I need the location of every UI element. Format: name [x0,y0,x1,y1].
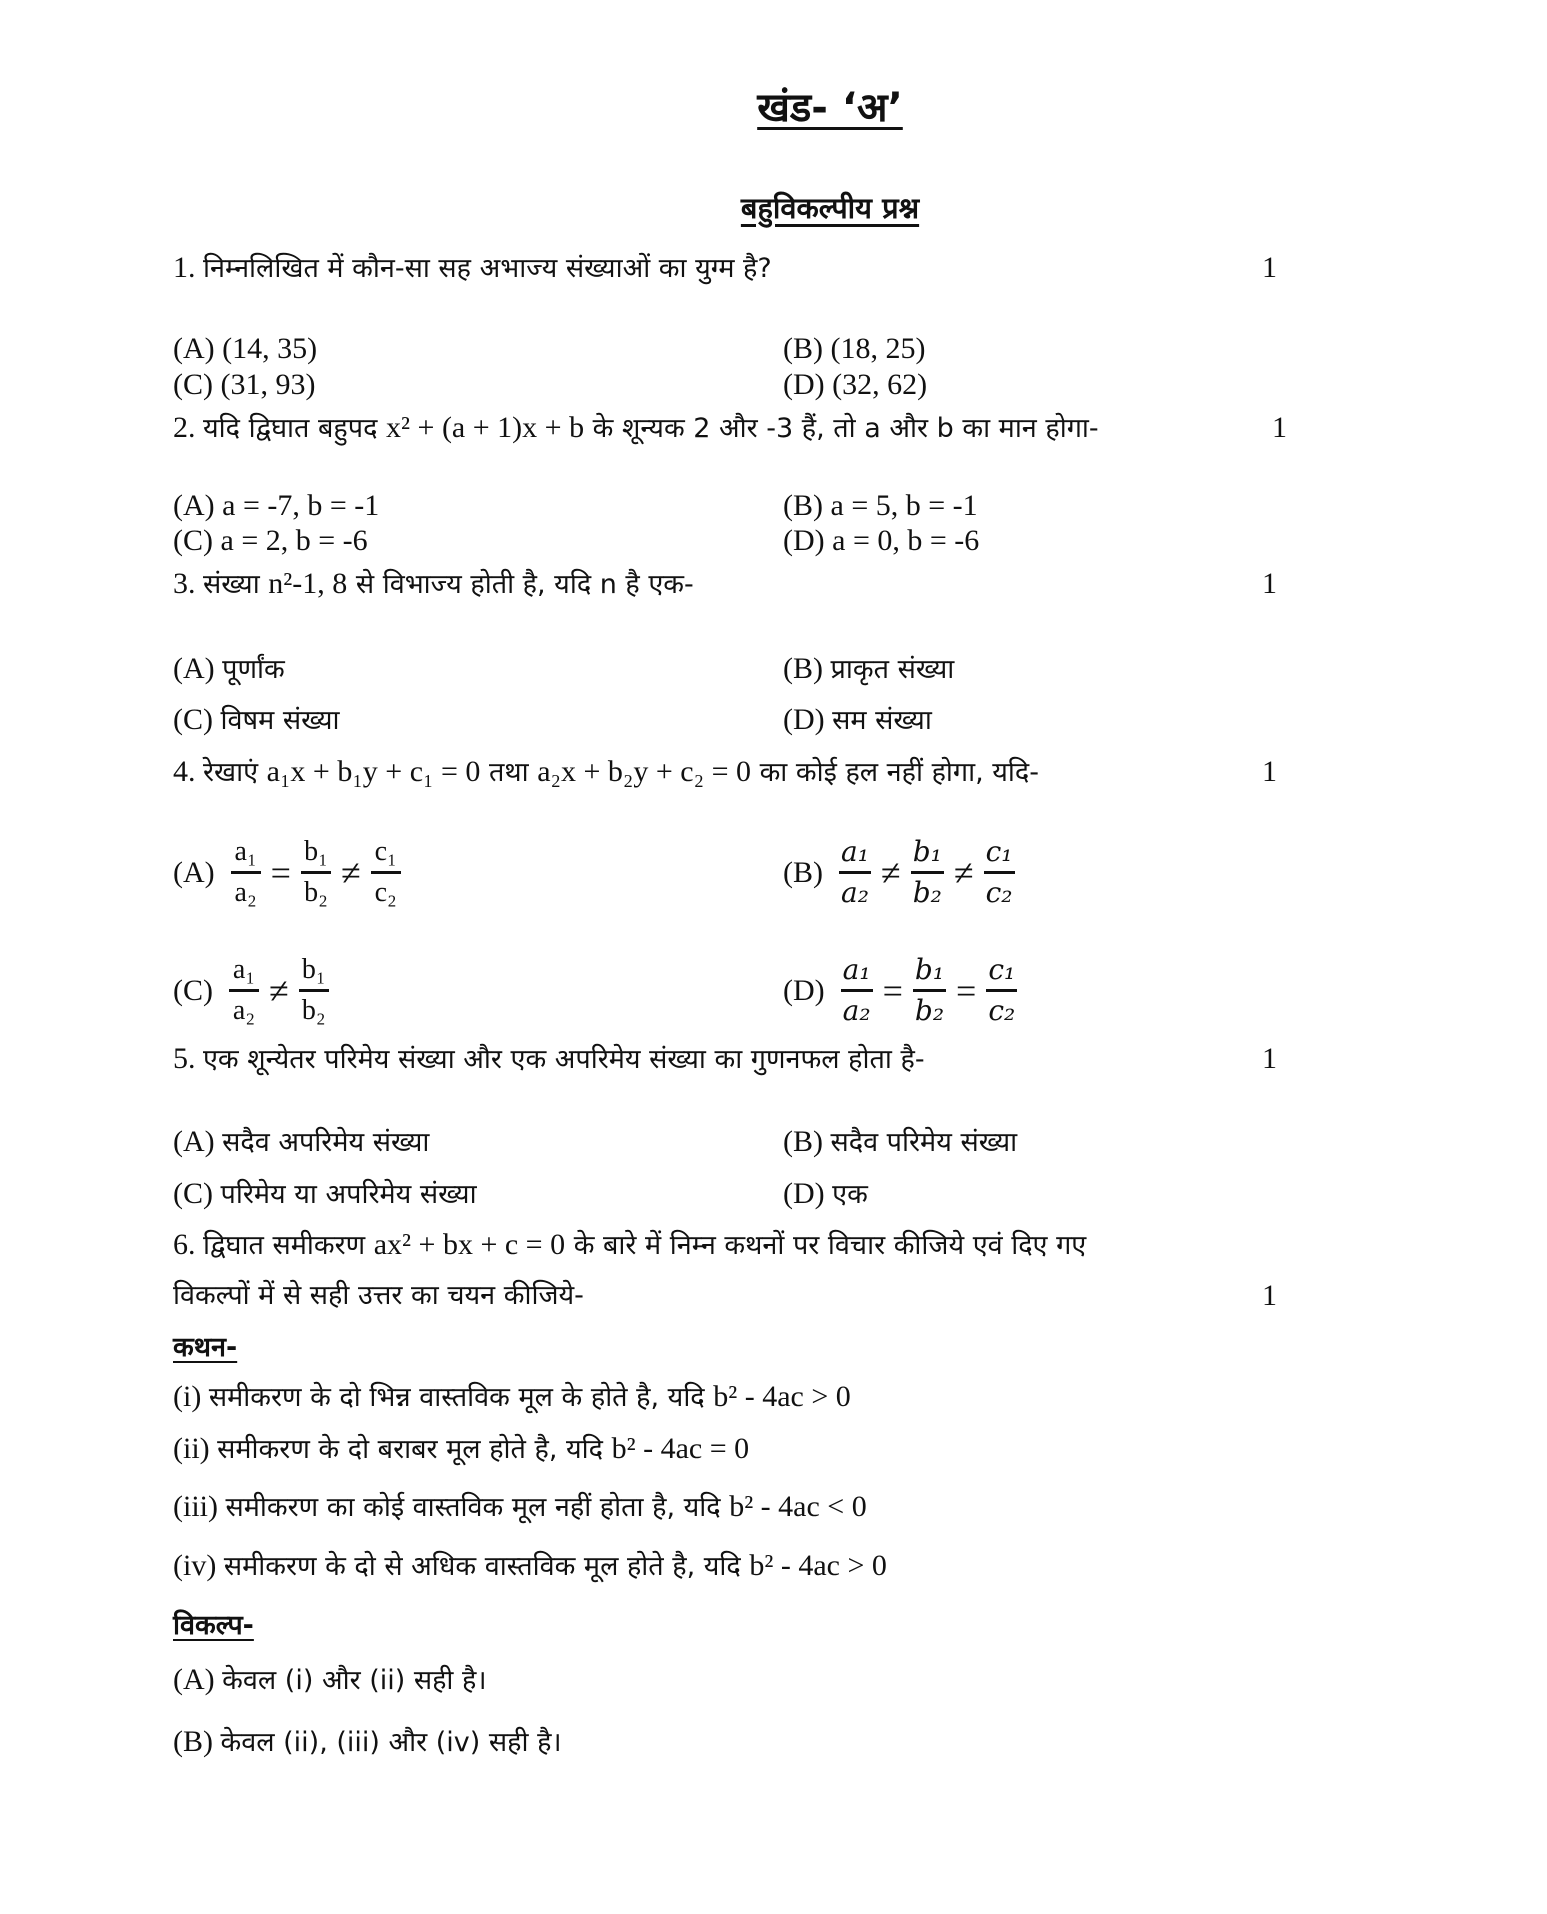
option-5b: (B) सदैव परिमेय संख्या [783,1125,1018,1158]
question-5-marks: 1 [1262,1042,1277,1075]
question-3 [173,566,694,603]
option-1a: (A) (14, 35) [173,332,318,365]
option-2a: (A) a = -7, b = -1 [173,489,380,522]
question-number: 4. [173,755,196,788]
option-3b: (B) प्राकृत संख्या [783,652,955,685]
polynomial-expression: x² + (a + 1)x + b [386,411,585,444]
question-text: द्विघात समीकरण [203,1230,374,1261]
section-title: खंड- ‘अ’ [757,85,903,131]
choices-label: विकल्प- [173,1610,254,1641]
question-number: 2. [173,411,196,444]
question-number: 6. [173,1228,196,1261]
fraction: $\frac{\text{a₁}}{\text{a₂}}$ [229,953,259,1028]
relation: ≠ [340,852,361,893]
option-2b: (B) a = 5, b = -1 [783,489,978,522]
statement-iii: (iii) समीकरण का कोई वास्तविक मूल नहीं होता है, यदि b² - 4ac < 0 [173,1490,867,1523]
question-text: रेखाएं [203,757,267,788]
connector-text: तथा [480,757,538,788]
question-text: संख्या [203,569,269,600]
question-3-marks: 1 [1262,567,1277,600]
fraction: $\frac{\text{b₁}}{\text{b₂}}$ [301,835,331,910]
section-subtitle: बहुविकल्पीय प्रश्न [740,191,920,225]
question-number: 3. [173,567,196,600]
question-4-marks: 1 [1262,755,1277,788]
fraction: $\frac{\text{b₁}}{\text{b₂}}$ [914,953,945,1027]
question-5 [173,1041,925,1078]
relation: = [956,970,977,1011]
question-4 [173,754,1039,791]
question-text: निम्नलिखित में कौन-सा सह अभाज्य संख्याओं का युग्म है? [203,253,772,284]
option-1c: (C) (31, 93) [173,368,316,401]
choice-a: (A) केवल (i) और (ii) सही है। [173,1663,487,1696]
option-label: (A) [173,855,215,889]
relation: = [882,970,903,1011]
option-1d: (D) (32, 62) [783,368,928,401]
relation: ≠ [269,970,289,1011]
question-text-cont: से विभाज्य होती है, यदि n है एक- [347,569,694,600]
question-text: यदि द्विघात बहुपद [203,413,387,444]
question-number: 1. [173,251,196,284]
option-5c: (C) परिमेय या अपरिमेय संख्या [173,1177,477,1210]
fraction: $\frac{\text{a₁}}{\text{a₂}}$ [842,953,871,1027]
option-5a: (A) सदैव अपरिमेय संख्या [173,1125,430,1158]
question-1-marks: 1 [1262,251,1277,284]
option-3c: (C) विषम संख्या [173,703,340,736]
question-text: एक शून्येतर परिमेय संख्या और एक अपरिमेय संख्या का गुणनफल होता है- [203,1044,925,1075]
choice-b: (B) केवल (ii), (iii) और (iv) सही है। [173,1725,562,1758]
fraction: $\frac{\text{c₁}}{\text{c₂}}$ [988,953,1016,1027]
fraction: $\frac{\text{c₁}}{\text{c₂}}$ [985,835,1013,909]
option-3d: (D) सम संख्या [783,703,932,736]
question-text-cont: के शून्यक 2 और -3 हैं, तो a और b का मान होगा- [584,413,1099,444]
relation: = [270,852,291,893]
option-5d: (D) एक [783,1177,868,1210]
relation: ≠ [953,852,974,893]
question-6-marks: 1 [1262,1279,1277,1312]
question-6 [173,1227,1086,1264]
fraction: $\frac{\text{b₁}}{\text{b₂}}$ [299,953,329,1028]
question-1 [173,250,772,287]
option-4c [173,953,335,1028]
option-4d [783,953,1023,1028]
statement-i: (i) समीकरण के दो भिन्न वास्तविक मूल के होते है, यदि b² - 4ac > 0 [173,1380,851,1413]
statement-iv: (iv) समीकरण के दो से अधिक वास्तविक मूल होते है, यदि b² - 4ac > 0 [173,1549,887,1582]
line-equation-1: a₁x + b₁y + c₁ = 0 [266,755,481,788]
relation: ≠ [880,852,901,893]
option-label: (D) [783,973,825,1007]
option-label: (B) [783,855,823,889]
question-6-line2: विकल्पों में से सही उत्तर का चयन कीजिये- [173,1280,584,1311]
quadratic-equation: ax² + bx + c = 0 [373,1228,566,1261]
option-1b: (B) (18, 25) [783,332,926,365]
question-number: 5. [173,1042,196,1075]
option-3a: (A) पूर्णांक [173,652,285,685]
question-text-cont: का कोई हल नहीं होगा, यदि- [750,757,1039,788]
statement-ii: (ii) समीकरण के दो बराबर मूल होते है, यदि b² - 4ac = 0 [173,1432,750,1465]
fraction: $\frac{\text{c₁}}{\text{c₂}}$ [371,835,401,910]
fraction: $\frac{\text{a₁}}{\text{a₂}}$ [841,835,869,909]
math-expression: n²-1, 8 [268,567,348,600]
fraction: $\frac{\text{a₁}}{\text{a₂}}$ [231,835,261,910]
question-text-cont: के बारे में निम्न कथनों पर विचार कीजिये एवं दिए गए [565,1230,1087,1261]
option-2c: (C) a = 2, b = -6 [173,524,368,557]
option-4a [173,835,407,910]
line-equation-2: a₂x + b₂y + c₂ = 0 [537,755,751,788]
statements-label: कथन- [173,1332,238,1363]
option-label: (C) [173,973,213,1007]
fraction: $\frac{\text{b₁}}{\text{b₂}}$ [912,835,942,909]
option-2d: (D) a = 0, b = -6 [783,524,980,557]
option-4b [783,835,1021,910]
question-2 [173,410,1099,447]
question-2-marks: 1 [1272,411,1287,444]
